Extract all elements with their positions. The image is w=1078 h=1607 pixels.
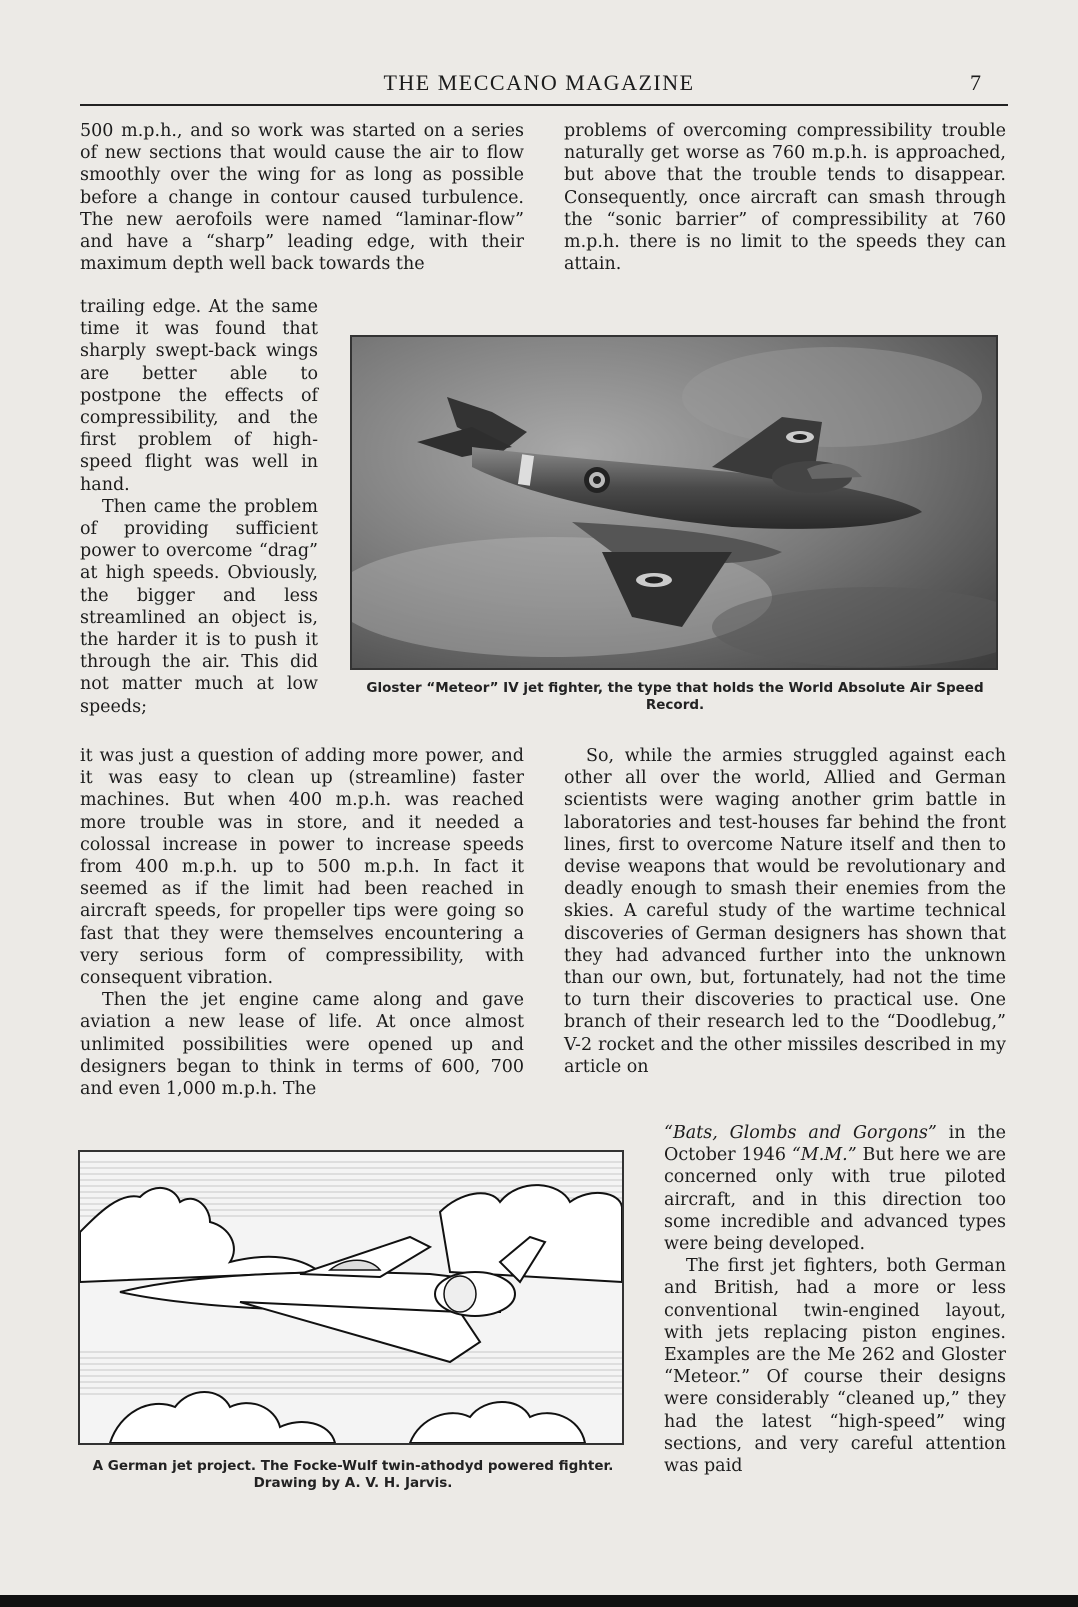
paragraph-first-jet-fighters: The first jet fighters, both German and British, had a more or less conventional twin-engined layout, with jets replacing piston engines. Examples are the Me 262 and Gloster “Meteor.” Of course their designs were considerably “cleaned up,” they had the latest “high-speed” wing sections, and very careful attention was paid — [664, 1256, 1006, 1477]
paragraph-laminar-flow: 500 m.p.h., and so work was started on a series of new sections that would cause the air to flow smoothly over the wing for as long as possible before a change in contour caused turbulence. The new aerofoils were named “laminar-flow” and have a “sharp” leading edge, with their maximum depth well back towards the — [80, 121, 524, 275]
paragraph-propeller-limit: it was just a question of adding more power, and it was easy to clean up (streamline) faster machines. But when 400 m.p.h. was reached more trouble was in store, and it needed a colossal increase in power to increase speeds from 400 m.p.h. up to 500 m.p.h. In fact it seemed as if the limit had been reached in aircraft speeds, for propeller tips were going so fast that they were themselves encountering a very serious form of compressibility, with consequent vibration. — [80, 746, 524, 989]
paragraph-piloted-aircraft-rest: But here we are concerned only with true piloted aircraft, and in this direction too some incredible and advanced types were being developed. — [664, 1145, 1006, 1255]
meteor-photo — [350, 335, 998, 670]
magazine-reference: “M.M.” — [791, 1145, 857, 1166]
left-column-top-text — [80, 120, 524, 275]
paragraph-swept-back: trailing edge. At the same time it was found that sharply swept-back wings are better able to postpone the effects of compressibility, and the first problem of high-speed flight was well in hand. — [80, 297, 318, 495]
paragraph-sonic-barrier: problems of overcoming compressibility trouble naturally get worse as 760 m.p.h. is approached, but above that the trouble tends to disappear. Consequently, once aircraft can smash through the “sonic barrier” of compressibility at 760 m.p.h. there is no limit to the speeds they can attain. — [564, 121, 1006, 275]
paragraph-jet-engine: Then the jet engine came along and gave aviation a new lease of life. At once almost unlimited possibilities were opened up and designers began to think in terms of 600, 700 and even 1,000 m.p.h. The — [80, 990, 524, 1100]
page-bottom-edge — [0, 1595, 1078, 1607]
paragraph-piloted-aircraft — [664, 1122, 1006, 1255]
photo-caption: Gloster “Meteor” IV jet fighter, the type that holds the World Absolute Air Speed Record. — [366, 680, 984, 713]
paragraph-drag: Then came the problem of providing sufficient power to overcome “drag” at high speeds. Obviously, the bigger and less streamlined an object is, the harder it is to push it through the air. This did not matter much at low speeds; — [80, 496, 318, 717]
left-column-bottom-text — [80, 745, 524, 1100]
left-column-narrow-text — [80, 296, 318, 718]
article-reference-title: “Bats, Glombs and Gorgons” — [664, 1123, 937, 1143]
drawing-caption: A German jet project. The Focke-Wulf twin-athodyd powered fighter. Drawing by A. V. H. Jarvis. — [92, 1458, 614, 1491]
header-rule — [80, 104, 1008, 106]
right-column-middle-text — [564, 745, 1006, 1078]
magazine-title: THE MECCANO MAGAZINE — [383, 70, 695, 95]
focke-wulf-drawing — [78, 1150, 624, 1445]
right-column-bottom-text — [664, 1122, 1006, 1477]
right-column-top-text — [564, 120, 1006, 275]
article-reference-in: in the October 1946 — [664, 1123, 1006, 1166]
page-number: 7 — [970, 70, 981, 95]
paragraph-scientists-battle: So, while the armies struggled against each other all over the world, Allied and German scientists were waging another grim battle in laboratories and test-houses far behind the front lines, first to overcome Nature itself and then to devise weapons that would be revolutionary and deadly enough to smash their enemies from the skies. A careful study of the wartime technical discoveries of German designers has shown that they had advanced further into the unknown than our own, but, fortunately, had not the time to turn their discoveries to practical use. One branch of their research led to the “Doodlebug,” V-2 rocket and the other missiles described in my article on — [564, 746, 1006, 1077]
